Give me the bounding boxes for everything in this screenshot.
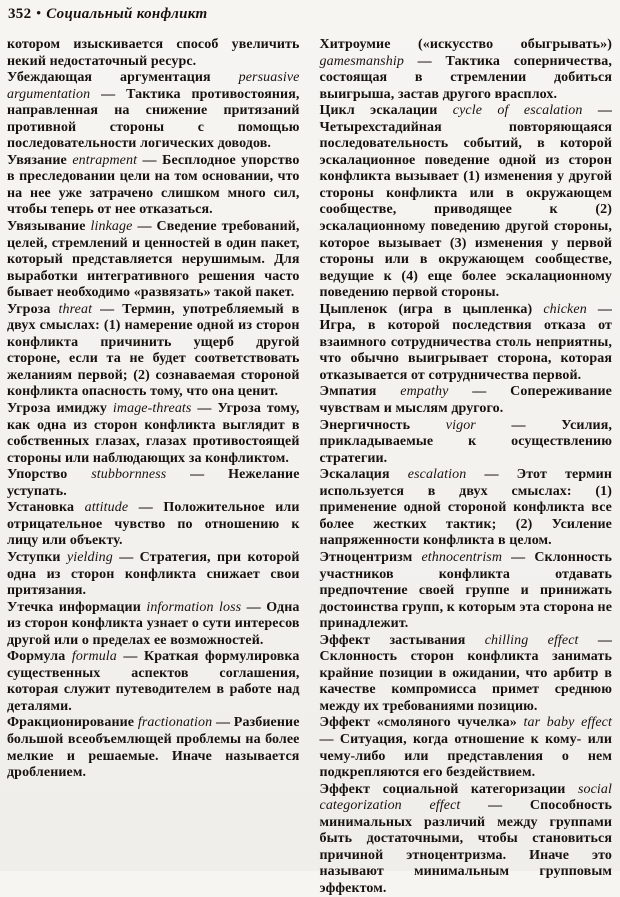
term-ru: Увязывание bbox=[7, 219, 86, 235]
definition: — Склонность сторон конфликта занимать крайние позиции в ожидании, что арбитр в качестве компромисса примет среднюю между их требованиями позицию. bbox=[319, 632, 612, 714]
right-column bbox=[320, 37, 613, 897]
running-header bbox=[8, 6, 612, 23]
term-en: entrapment bbox=[72, 152, 138, 168]
glossary-entry bbox=[7, 649, 300, 715]
glossary-entry bbox=[7, 401, 300, 467]
term-ru: Эффект социальной категоризации bbox=[319, 781, 566, 797]
term-ru: Эмпатия bbox=[319, 384, 377, 400]
definition: — Игра, в которой последствия отказа от взаимного сотрудничества столь неприятны, что обычно выигрывает сторона, которая отказывается от сотрудничества первой. bbox=[319, 301, 612, 383]
glossary-entry bbox=[320, 550, 613, 633]
term-ru: Угроза bbox=[7, 301, 51, 317]
term-en: ethnocentrism bbox=[421, 549, 503, 565]
glossary-entry bbox=[7, 715, 300, 781]
term-ru: Цыпленок (игра в цыпленка) bbox=[319, 301, 533, 317]
term-ru: Увязание bbox=[7, 152, 67, 168]
term-en: stubbornness bbox=[91, 467, 167, 483]
definition: — Усилия, прикладываемые к осуществлению стратегии. bbox=[319, 417, 612, 466]
term-en: tar baby effect bbox=[523, 715, 612, 731]
glossary-entry bbox=[7, 302, 300, 401]
glossary-entry bbox=[7, 219, 300, 302]
definition: — Нежелание уступать. bbox=[7, 467, 300, 499]
term-en: fractionation bbox=[137, 715, 213, 731]
glossary-entry bbox=[320, 782, 613, 897]
definition: — Разбиение большой всеобъемлющей проблемы на более мелкие и решаемые. Иначе называется дроблением. bbox=[7, 715, 300, 781]
book-title: Социальный конфликт bbox=[46, 6, 208, 22]
definition: — Сопереживание чувствам и мыслям другого. bbox=[319, 384, 612, 417]
definition: — Стратегия, при которой одна из сторон конфликта снижает свои притязания. bbox=[7, 549, 300, 599]
term-ru: Упорство bbox=[7, 467, 68, 483]
term-ru: Цикл эскалации bbox=[319, 103, 438, 119]
term-en: yielding bbox=[66, 549, 113, 565]
glossary-entry bbox=[320, 37, 613, 103]
definition: — Угроза тому, как одна из сторон конфликта выглядит в собственных глазах, глазах противостоящей стороны или наблюдающих за конфликтом. bbox=[7, 401, 300, 466]
term-en: vigor bbox=[445, 417, 476, 433]
term-en: image-threats bbox=[112, 401, 192, 417]
term-en: attitude bbox=[84, 500, 129, 516]
glossary-entry bbox=[320, 418, 613, 468]
term-en: formula bbox=[71, 649, 117, 665]
definition: — Тактика соперничества, состоящая в стремлении добиться выигрыша, застав другого врасплох. bbox=[319, 53, 612, 102]
glossary-entry bbox=[7, 550, 300, 600]
glossary-entry bbox=[7, 37, 300, 70]
term-ru: Энергичность bbox=[319, 417, 411, 433]
definition: — Положительное или отрицательное чувство по отношению к лицу или объекту. bbox=[7, 500, 300, 549]
definition: — Склонность участников конфликта отдавать предпочтение своей группе и принижать достоинства групп, к которым эта сторона не принадлежит. bbox=[319, 549, 613, 632]
definition: — Краткая формулировка существенных аспектов соглашения, которая служит путеводителем в работе над деталями. bbox=[7, 649, 300, 714]
term-ru: Фракционирование bbox=[7, 715, 135, 731]
term-ru: Утечка информации bbox=[7, 599, 141, 615]
term-ru: Этноцентризм bbox=[319, 549, 413, 565]
definition: — Тактика противостояния, направленная на снижение притязаний противной стороны с помощью последовательности логических доводов. bbox=[7, 86, 300, 152]
term-ru: Убеждающая аргументация bbox=[7, 70, 211, 86]
term-en: threat bbox=[58, 301, 93, 317]
glossary-entry bbox=[320, 302, 613, 385]
term-ru: Формула bbox=[7, 649, 66, 665]
definition: котором изыскивается способ увеличить некий недостаточный ресурс. bbox=[7, 37, 300, 69]
term-en: social categorization effect bbox=[319, 781, 612, 814]
term-ru: Хитроумие («искусство обыгрывать») bbox=[319, 37, 612, 52]
page-number: 352 bbox=[8, 6, 32, 22]
term-en: gamesmanship bbox=[319, 53, 404, 69]
term-en: empathy bbox=[400, 384, 449, 400]
term-en: linkage bbox=[90, 219, 133, 235]
glossary-columns bbox=[7, 37, 612, 897]
term-ru: Эскалация bbox=[319, 467, 390, 483]
left-column bbox=[7, 37, 300, 782]
glossary-entry bbox=[320, 103, 613, 302]
definition: — Одна из сторон конфликта узнает о сути интересов другой или о пределах ее возможностей. bbox=[7, 599, 300, 648]
term-en: cycle of escalation bbox=[452, 103, 583, 119]
glossary-entry bbox=[7, 500, 300, 550]
definition: — Бесплодное упорство в преследовании цели на том основании, что на нее уже затрачено слишком много сил, чтобы теперь от нее отказаться. bbox=[7, 152, 300, 218]
definition: — Сведение требований, целей, стремлений и ценностей в один пакет, который представляется нерушимым. Для выработки интегративного решения часто бывает необходимо «развязать» такой пакет. bbox=[7, 219, 300, 301]
definition: — Способность минимальных различий между группами быть достаточными, чтобы становиться причиной этноцентризма. Иначе это называют минимальным групповым эффектом. bbox=[319, 798, 612, 896]
glossary-entry bbox=[320, 384, 613, 417]
glossary-entry bbox=[7, 600, 300, 650]
definition: — Этот термин используется в двух смыслах: (1) применение одной стороной конфликта все более жестких тактик; (2) Усиление напряженности конфликта в целом. bbox=[319, 467, 612, 549]
term-en: escalation bbox=[407, 467, 467, 483]
glossary-entry bbox=[7, 467, 300, 500]
glossary-entry bbox=[7, 153, 300, 219]
term-ru: Эффект «смоляного чучелка» bbox=[319, 715, 517, 731]
term-ru: Эффект застывания bbox=[319, 632, 466, 648]
term-en: persuasive argumentation bbox=[7, 70, 300, 102]
term-ru: Угроза имиджу bbox=[7, 401, 107, 417]
term-en: chicken bbox=[543, 301, 587, 317]
term-en: chilling effect bbox=[484, 632, 579, 648]
definition: — Термин, употребляемый в двух смыслах: (1) намерение одной из сторон конфликта причинить ущерб другой стороне, если та не будет соответствовать желаниям первой; (2) сознаваемая стороной конфликта опасность тому, что она ценит. bbox=[7, 301, 300, 400]
term-ru: Установка bbox=[7, 500, 75, 516]
definition: — Ситуация, когда отношение к кому- или чему-либо или представления о нем подкрепляются его бездействием. bbox=[319, 731, 612, 781]
glossary-entry bbox=[320, 467, 613, 550]
glossary-entry bbox=[320, 715, 613, 781]
definition: — Четырехстадийная повторяющаяся последовательность событий, в которой эскалационное поведение одной из сторон конфликта вызывает (1) изменения у другой стороны конфликта или в окружающем сообществе, приводящее к (2) эскалационному поведению другой стороны, которое вызывает (3) изменения у первой стороны или в окружающем сообществе, ведущие к (4) еще более эскалационному поведению первой стороны. bbox=[319, 103, 612, 301]
glossary-entry bbox=[7, 70, 300, 153]
term-en: information loss bbox=[146, 599, 242, 615]
header-bullet: • bbox=[36, 5, 42, 20]
glossary-entry bbox=[320, 633, 613, 716]
term-ru: Уступки bbox=[7, 549, 61, 565]
